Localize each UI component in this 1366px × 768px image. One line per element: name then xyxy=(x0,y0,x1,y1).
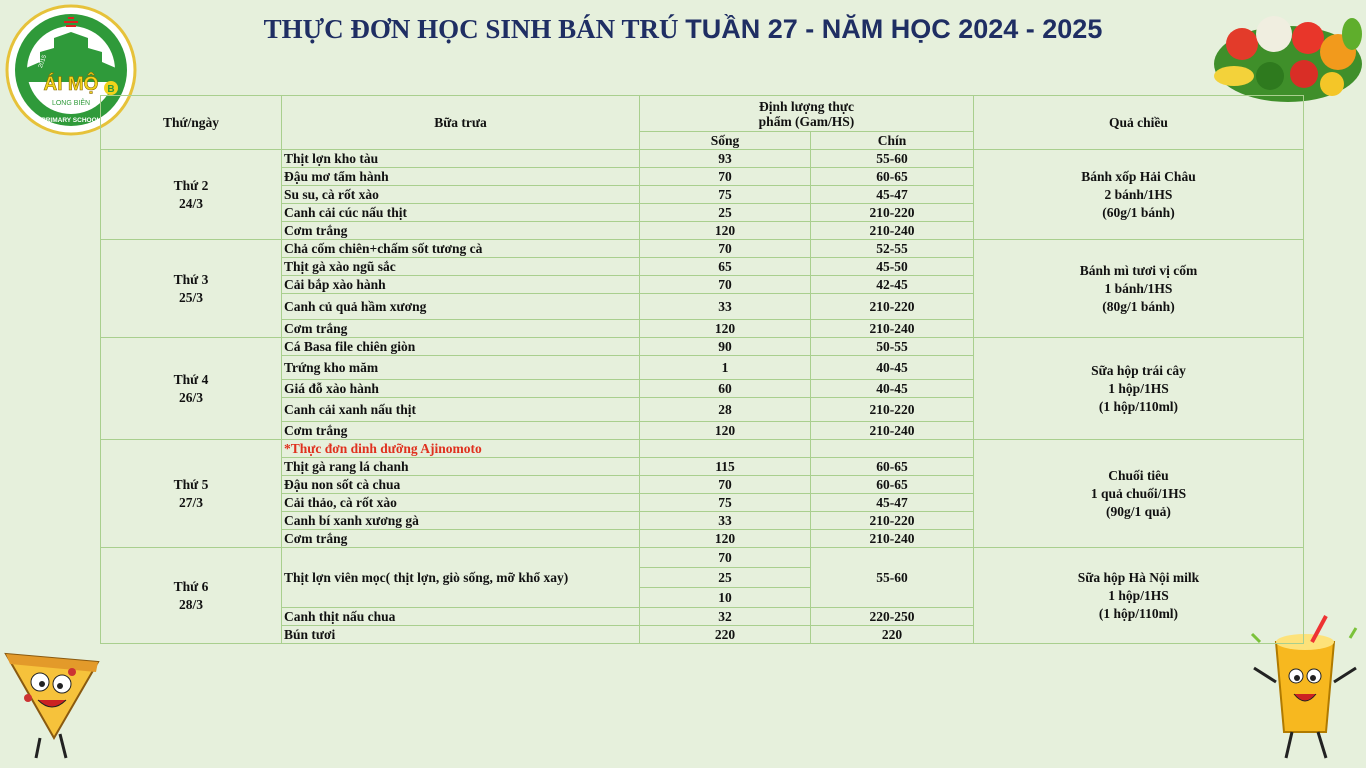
table-row xyxy=(101,240,1304,258)
cooked-amount: 210-240 xyxy=(811,320,974,338)
table-row xyxy=(101,338,1304,356)
dish-name: Cải thảo, cà rốt xào xyxy=(282,494,640,512)
raw-amount: 33 xyxy=(640,294,811,320)
dish-name: Cơm trắng xyxy=(282,530,640,548)
cooked-amount: 55-60 xyxy=(811,150,974,168)
raw-amount: 28 xyxy=(640,398,811,422)
menu-table xyxy=(100,95,1304,644)
cooked-amount: 42-45 xyxy=(811,276,974,294)
dish-name: Giá đỗ xào hành xyxy=(282,380,640,398)
raw-amount: 90 xyxy=(640,338,811,356)
logo-suffix: B xyxy=(107,84,115,95)
cooked-amount: 40-45 xyxy=(811,380,974,398)
dish-name: Canh củ quả hầm xương xyxy=(282,294,640,320)
snack-cell: Sữa hộp Hà Nội milk 1 hộp/1HS (1 hộp/110ml) xyxy=(974,548,1304,644)
cooked-amount: 50-55 xyxy=(811,338,974,356)
raw-amount: 25 xyxy=(640,204,811,222)
cooked-amount: 210-240 xyxy=(811,422,974,440)
header-cooked: Chín xyxy=(811,132,974,150)
dish-name: Cơm trắng xyxy=(282,422,640,440)
dish-name: Thịt gà xào ngũ sắc xyxy=(282,258,640,276)
logo-school: PRIMARY SCHOOL xyxy=(41,117,101,124)
cooked-amount: 60-65 xyxy=(811,458,974,476)
raw-amount: 120 xyxy=(640,320,811,338)
dish-name: Cơm trắng xyxy=(282,320,640,338)
raw-amount: 93 xyxy=(640,150,811,168)
dish-name: Đậu non sốt cà chua xyxy=(282,476,640,494)
raw-amount: 70 xyxy=(640,168,811,186)
logo-district: LONG BIÊN xyxy=(51,100,91,107)
header-raw: Sống xyxy=(640,132,811,150)
table-row xyxy=(101,150,1304,168)
cooked-amount: 210-220 xyxy=(811,204,974,222)
raw-amount: 1 xyxy=(640,356,811,380)
logo-year: 2015 xyxy=(37,54,49,69)
cooked-amount: 60-65 xyxy=(811,476,974,494)
cooked-amount: 55-60 xyxy=(811,548,974,608)
cooked-amount: 40-45 xyxy=(811,356,974,380)
day-cell: Thứ 5 27/3 xyxy=(101,440,282,548)
vegetables-image xyxy=(1212,4,1364,106)
raw-amount: 60 xyxy=(640,380,811,398)
raw-amount: 220 xyxy=(640,626,811,644)
dish-name: Thịt lợn kho tàu xyxy=(282,150,640,168)
raw-amount: 25 xyxy=(640,568,811,588)
day-cell: Thứ 4 26/3 xyxy=(101,338,282,440)
page-title xyxy=(0,14,1366,45)
cooked-amount: 45-50 xyxy=(811,258,974,276)
raw-amount: 33 xyxy=(640,512,811,530)
header-lunch: Bữa trưa xyxy=(282,96,640,150)
snack-cell: Chuối tiêu 1 quả chuối/1HS (90g/1 quả) xyxy=(974,440,1304,548)
day-cell: Thứ 3 25/3 xyxy=(101,240,282,338)
dish-name: Thịt gà rang lá chanh xyxy=(282,458,640,476)
cooked-amount: 210-220 xyxy=(811,512,974,530)
title-part1: THỰC ĐƠN HỌC SINH BÁN TRÚ xyxy=(263,14,679,44)
dish-name: Canh cải cúc nấu thịt xyxy=(282,204,640,222)
raw-amount: 65 xyxy=(640,258,811,276)
pizza-mascot-image xyxy=(0,642,104,764)
dish-name: Thịt lợn viên mọc( thịt lợn, giò sống, mỡ khổ xay) xyxy=(282,548,640,608)
cooked-amount: 210-240 xyxy=(811,222,974,240)
dish-name: Canh bí xanh xương gà xyxy=(282,512,640,530)
raw-amount: 70 xyxy=(640,240,811,258)
snack-cell: Bánh mì tươi vị cốm 1 bánh/1HS (80g/1 bánh) xyxy=(974,240,1304,338)
header-day: Thứ/ngày xyxy=(101,96,282,150)
cooked-amount: 45-47 xyxy=(811,494,974,512)
cooked-amount: 210-240 xyxy=(811,530,974,548)
table-row xyxy=(101,548,1304,568)
dish-name: Bún tươi xyxy=(282,626,640,644)
dish-name: Canh cải xanh nấu thịt xyxy=(282,398,640,422)
cooked-amount: 220-250 xyxy=(811,608,974,626)
raw-amount: 120 xyxy=(640,222,811,240)
raw-amount: 75 xyxy=(640,186,811,204)
cooked-amount: 210-220 xyxy=(811,398,974,422)
raw-amount: 70 xyxy=(640,276,811,294)
logo-name: ÁI MỘ xyxy=(43,74,99,95)
menu-note: *Thực đơn dinh dưỡng Ajinomoto xyxy=(282,440,640,458)
dish-name: Chả cốm chiên+chấm sốt tương cà xyxy=(282,240,640,258)
title-part2: TUẦN 27 - NĂM HỌC 2024 - 2025 xyxy=(685,14,1103,44)
header-amount: Định lượng thực phẩm (Gam/HS) xyxy=(640,96,974,132)
dish-name: Canh thịt nấu chua xyxy=(282,608,640,626)
dish-name: Đậu mơ tẩm hành xyxy=(282,168,640,186)
snack-cell: Bánh xốp Hải Châu 2 bánh/1HS (60g/1 bánh) xyxy=(974,150,1304,240)
cooked-amount: 45-47 xyxy=(811,186,974,204)
raw-amount: 32 xyxy=(640,608,811,626)
snack-cell: Sữa hộp trái cây 1 hộp/1HS (1 hộp/110ml) xyxy=(974,338,1304,440)
dish-name: Trứng kho măm xyxy=(282,356,640,380)
raw-amount: 120 xyxy=(640,530,811,548)
header-snack: Quả chiều xyxy=(974,96,1304,150)
raw-amount: 70 xyxy=(640,476,811,494)
cooked-amount: 210-220 xyxy=(811,294,974,320)
cooked-amount: 60-65 xyxy=(811,168,974,186)
raw-amount: 10 xyxy=(640,588,811,608)
cooked-amount: 52-55 xyxy=(811,240,974,258)
dish-name: Cơm trắng xyxy=(282,222,640,240)
day-cell: Thứ 6 28/3 xyxy=(101,548,282,644)
raw-amount: 70 xyxy=(640,548,811,568)
raw-amount: 115 xyxy=(640,458,811,476)
table-row xyxy=(101,440,1304,458)
dish-name: Cải bắp xào hành xyxy=(282,276,640,294)
dish-name: Su su, cà rốt xào xyxy=(282,186,640,204)
cooked-amount: 220 xyxy=(811,626,974,644)
raw-amount: 120 xyxy=(640,422,811,440)
day-cell: Thứ 2 24/3 xyxy=(101,150,282,240)
dish-name: Cá Basa file chiên giòn xyxy=(282,338,640,356)
raw-amount: 75 xyxy=(640,494,811,512)
